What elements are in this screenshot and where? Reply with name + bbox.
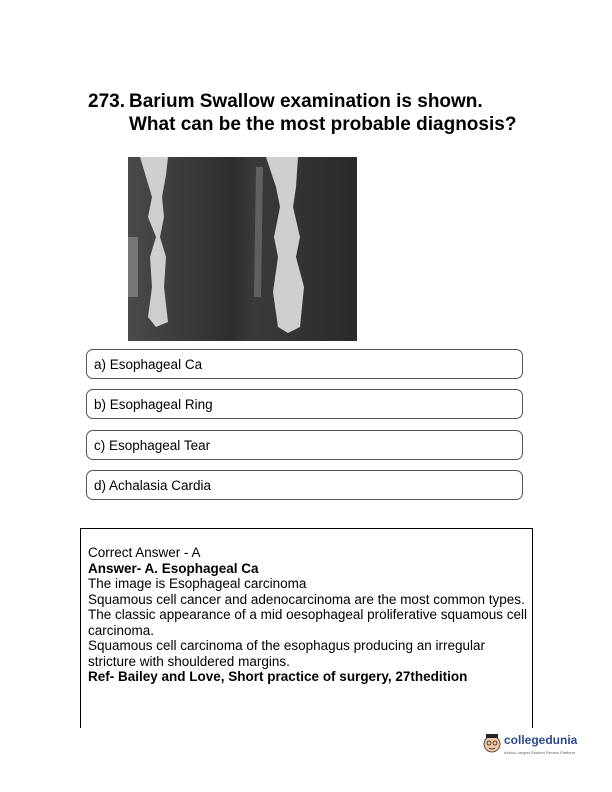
reference-line: Ref- Bailey and Love, Short practice of surgery, 27thedition — [88, 669, 468, 684]
question-number: 273. — [88, 91, 125, 112]
brand-name: collegedunia — [504, 733, 578, 747]
barium-swallow-xray-image — [128, 157, 357, 341]
explanation-line: The image is Esophageal carcinoma — [88, 576, 307, 591]
explanation-line: Squamous cell cancer and adenocarcinoma are the most common types. — [88, 591, 525, 607]
collegedunia-mascot-icon — [482, 731, 502, 757]
option-a[interactable]: a) Esophageal Ca — [86, 349, 523, 379]
option-c[interactable]: c) Esophageal Tear — [86, 430, 523, 460]
answer-heading: Answer- A. Esophageal Ca — [88, 560, 259, 576]
answer-explanation-box — [80, 528, 533, 728]
explanation-line: Squamous cell carcinoma of the esophagus producing an irregular stricture with shouldered margins. — [88, 638, 485, 669]
option-d[interactable]: d) Achalasia Cardia — [86, 470, 523, 500]
question-text: Barium Swallow examination is shown. What can be the most probable diagnosis? — [129, 91, 517, 135]
option-b[interactable]: b) Esophageal Ring — [86, 389, 523, 419]
explanation-line: The classic appearance of a mid oesophageal proliferative squamous cell carcinoma. — [88, 607, 528, 638]
correct-answer-line: Correct Answer - A — [88, 545, 201, 560]
brand-tagline: India's Largest Student Review Platform — [504, 750, 576, 755]
